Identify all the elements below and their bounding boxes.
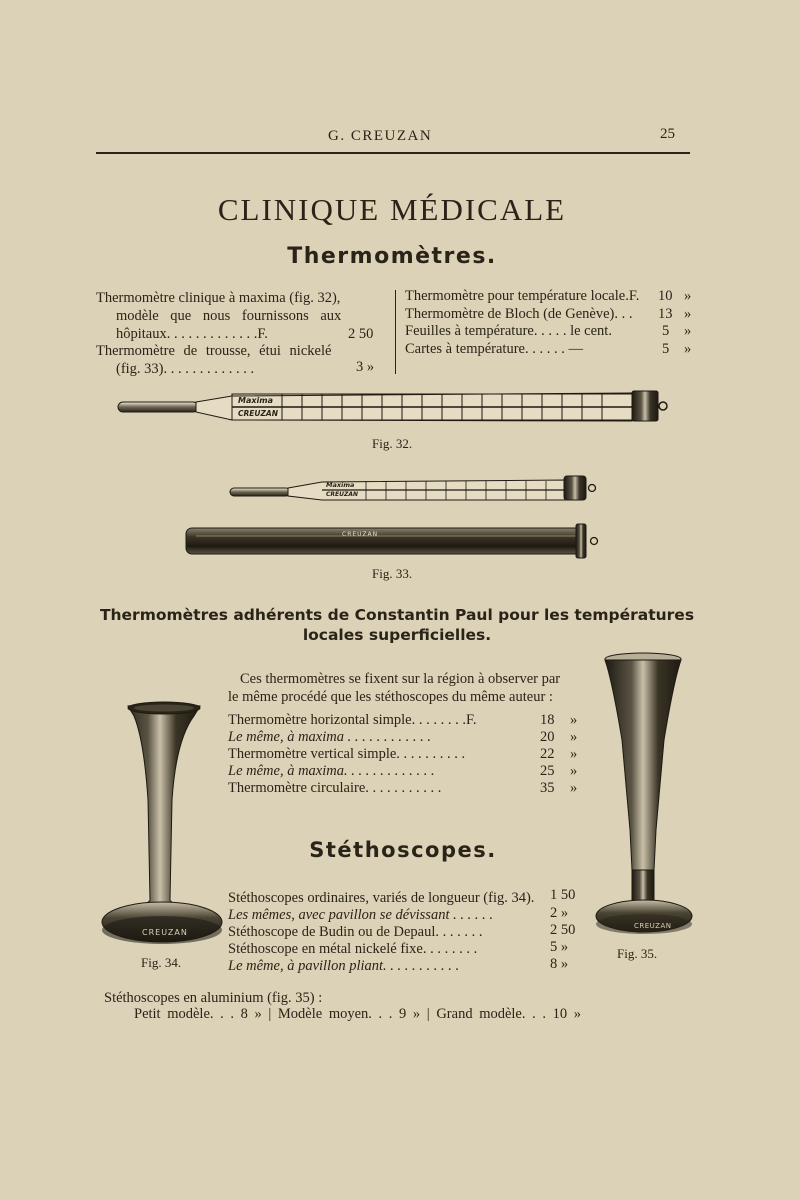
stetho-item-price: 2 » [550,905,569,921]
stetho-item-price: 2 50 [550,922,576,938]
adherents-heading-line-1: Thermomètres adhérents de Constantin Paul pour les températures [99,606,695,624]
fig-32-creuzan-label: CREUZAN [238,409,279,418]
stetho-item-label: Stéthoscopes ordinaires, variés de longueur (fig. 34). [228,890,535,906]
thermo-left-price-2: 3 » [356,359,375,375]
adherents-intro-line-1: Ces thermomètres se fixent sur la région à observer par [240,671,561,687]
thermo-right-label-3: Feuilles à température. . . . . le cent. [405,323,612,339]
stetho-item-label: Le même, à pavillon pliant. . . . . . . . . . . [228,958,460,974]
page-title: CLINIQUE MÉDICALE [217,192,567,227]
fig-32-caption: Fig. 32. [372,436,413,451]
fig-32-maxima-label: Maxima [238,396,273,405]
adherents-item-unit: » [570,763,578,779]
aluminium-heading: Stéthoscopes en aluminium (fig. 35) : [104,990,323,1006]
thermo-right-unit-1: » [684,288,692,304]
fig-33-maxima-label: Maxima [326,481,355,489]
adherents-item-unit: » [570,712,578,728]
adherents-item-label: Thermomètre vertical simple. . . . . . . . . . [228,746,466,762]
adherents-intro-line-2: le même procédé que les stéthoscopes du même auteur : [228,689,553,705]
thermo-left-line-1: Thermomètre clinique à maxima (fig. 32), [96,290,341,306]
fig-33-creuzan-label: CREUZAN [326,491,359,498]
adherents-item-price: 18 [540,712,555,728]
adherents-item-label: Le même, à maxima. . . . . . . . . . . . . [228,763,435,779]
thermo-right-price-4: 5 [662,341,670,357]
thermo-right-unit-3: » [684,323,692,339]
running-title: G. CREUZAN [328,128,433,144]
stetho-item-price: 5 » [550,939,569,955]
fig-33-case-label: CREUZAN [342,531,379,538]
thermo-left-line-4: Thermomètre de trousse, étui nickelé [96,343,332,359]
fig-33-caption: Fig. 33. [372,566,413,581]
thermometres-heading: Thermomètres. [287,244,497,269]
adherents-item-unit: » [570,746,578,762]
stethoscopes-heading: Stéthoscopes. [309,838,497,862]
adherents-item-price: 35 [540,780,555,796]
stetho-item-price: 8 » [550,956,569,972]
fig-34-caption: Fig. 34. [141,955,182,970]
adherents-item-price: 22 [540,746,555,762]
fig-34-base-label: CREUZAN [142,928,188,937]
adherents-item-unit: » [570,780,578,796]
thermo-left-price-1: 2 50 [348,326,374,342]
thermo-right-label-4: Cartes à température. . . . . . — [405,341,583,357]
thermo-right-unit-4: » [684,341,692,357]
thermo-right-label-2: Thermomètre de Bloch (de Genève). . . [405,306,633,322]
fig-35-base-label: CREUZAN [634,922,672,930]
thermo-left-line-3: hôpitaux. . . . . . . . . . . . .F. [116,326,268,342]
adherents-item-price: 25 [540,763,555,779]
adherents-item-label: Le même, à maxima . . . . . . . . . . . . [228,729,431,745]
stetho-item-label: Stéthoscope de Budin ou de Depaul. . . . . . . [228,924,483,940]
stetho-item-price: 1 50 [550,887,576,903]
thermo-right-price-3: 5 [662,323,670,339]
thermo-right-price-1: 10 [658,288,673,304]
stetho-item-label: Les mêmes, avec pavillon se dévissant . . . . . . [228,907,493,923]
adherents-item-label: Thermomètre circulaire. . . . . . . . . . . [228,780,442,796]
thermo-right-price-2: 13 [658,306,673,322]
thermo-right-unit-2: » [684,306,692,322]
adherents-item-price: 20 [540,729,555,745]
stetho-item-label: Stéthoscope en métal nickelé fixe. . . . . . . . [228,941,478,957]
thermo-left-line-2: modèle que nous fournissons aux [116,308,342,324]
adherents-heading-line-2: locales superficielles. [302,626,492,644]
aluminium-sizes-line: Petit modèle. . . 8 » | Modèle moyen. . . 9 » | Grand modèle. . . 10 » [134,1006,581,1022]
thermo-left-line-5: (fig. 33). . . . . . . . . . . . . [116,361,255,377]
page-number: 25 [660,126,675,142]
fig-35-caption: Fig. 35. [617,946,658,961]
adherents-item-unit: » [570,729,578,745]
thermo-right-label-1: Thermomètre pour température locale.F. [405,288,640,304]
adherents-item-label: Thermomètre horizontal simple. . . . . . . .F. [228,712,477,728]
